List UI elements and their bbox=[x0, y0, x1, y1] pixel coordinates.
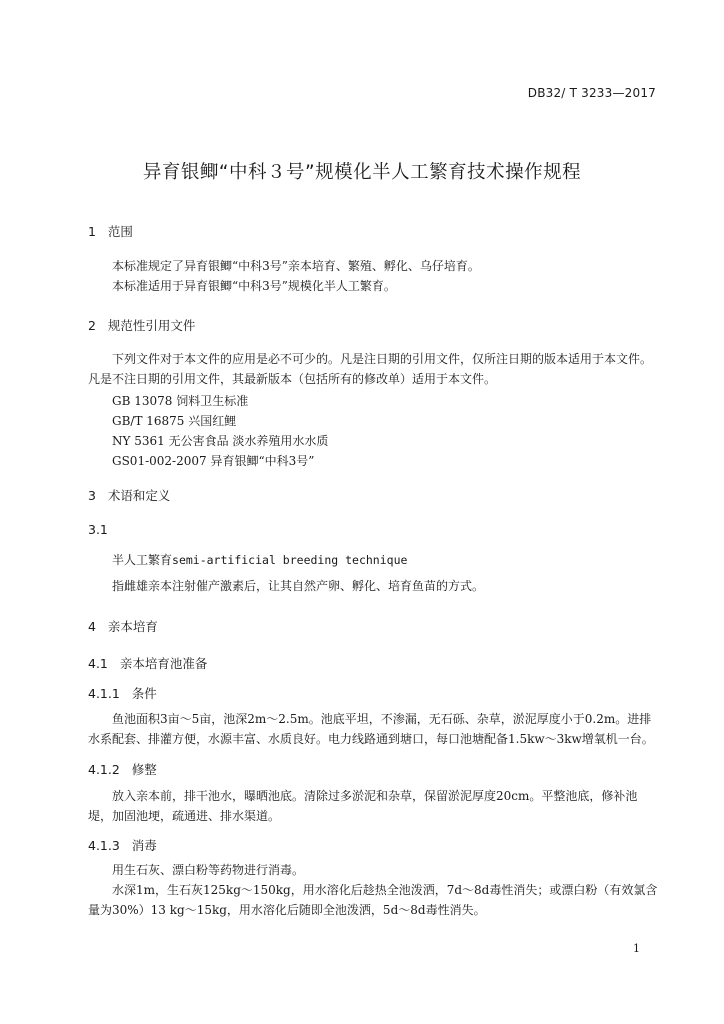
paragraph: 鱼池面积3亩～5亩，池深2m～2.5m。池底平坦，不渗漏，无石砾、杂草，淤泥厚度小于0.2m。进排水系配套、排灌方便，水源丰富、水质良好。电力线路通到塘口，每口池塘配备1.5kw～3kw增氧机一台。 bbox=[88, 712, 654, 746]
subsection-title: 条件 bbox=[131, 686, 157, 701]
section-title: 规范性引用文件 bbox=[107, 318, 196, 333]
term-definition: 指雌雄亲本注射催产激素后，让其自然产卵、孵化、培育鱼苗的方式。 bbox=[112, 579, 485, 593]
section-3-heading bbox=[88, 486, 170, 504]
subsection-4-1-3-heading bbox=[88, 836, 157, 854]
section-title: 术语和定义 bbox=[107, 488, 171, 503]
paragraph: 本标准适用于异育银鲫“中科3号”规模化半人工繁育。 bbox=[112, 279, 396, 293]
section-2-heading bbox=[88, 316, 195, 334]
paragraph: 水深1m，生石灰125kg～150kg，用水溶化后趁热全池泼洒，7d～8d毒性消失；或漂白粉（有效氯含量为30%）13 kg～15kg，用水溶化后随即全池泼洒，5d～8d毒性消失。 bbox=[88, 883, 658, 917]
section-1-heading bbox=[88, 222, 133, 240]
reference-item: GS01-002-2007 异育银鲫“中科3号” bbox=[112, 454, 315, 468]
section-title: 范围 bbox=[107, 224, 133, 239]
subsection-title: 亲本培育池准备 bbox=[119, 656, 208, 671]
paragraph: 下列文件对于本文件的应用是必不可少的。凡是注日期的引用文件，仅所注日期的版本适用于本文件。凡是不注日期的引用文件，其最新版本（包括所有的修改单）适用于本文件。 bbox=[88, 352, 653, 386]
paragraph: 放入亲本前，排干池水，曝晒池底。清除过多淤泥和杂草，保留淤泥厚度20cm。平整池底，修补池堤，加固池埂，疏通进、排水渠道。 bbox=[88, 789, 638, 823]
section-4-heading bbox=[88, 617, 158, 635]
subsection-title: 消毒 bbox=[131, 838, 157, 853]
section-title: 亲本培育 bbox=[107, 619, 158, 634]
subsection-number: 4.1 bbox=[88, 656, 108, 671]
subsection-title: 修整 bbox=[131, 762, 157, 777]
page-number: 1 bbox=[633, 942, 640, 955]
subsection-3-1-number: 3.1 bbox=[88, 522, 108, 537]
subsection-number: 4.1.1 bbox=[88, 686, 120, 701]
section-number: 4 bbox=[88, 619, 96, 634]
subsection-number: 4.1.2 bbox=[88, 762, 120, 777]
document-title: 异育银鲫“中科３号”规模化半人工繁育技术操作规程 bbox=[142, 162, 582, 183]
subsection-4-1-1-heading bbox=[88, 684, 157, 702]
term-chinese: 半人工繁育 bbox=[112, 553, 173, 567]
paragraph: 用生石灰、漂白粉等药物进行消毒。 bbox=[112, 863, 305, 877]
reference-item: NY 5361 无公害食品 淡水养殖用水水质 bbox=[112, 434, 329, 448]
standard-code: DB32/ T 3233—2017 bbox=[527, 86, 656, 100]
section-number: 3 bbox=[88, 488, 96, 503]
reference-item: GB 13078 饲料卫生标准 bbox=[112, 394, 249, 408]
section-number: 1 bbox=[88, 224, 96, 239]
term-english: semi-artificial breeding technique bbox=[172, 553, 408, 567]
subsection-number: 4.1.3 bbox=[88, 838, 120, 853]
reference-item: GB/T 16875 兴国红鲤 bbox=[112, 414, 237, 428]
section-number: 2 bbox=[88, 318, 96, 333]
paragraph: 本标准规定了异育银鲫“中科3号”亲本培育、繁殖、孵化、乌仔培育。 bbox=[112, 259, 480, 273]
subsection-4-1-2-heading bbox=[88, 760, 157, 778]
subsection-4-1-heading bbox=[88, 654, 207, 672]
term-entry bbox=[112, 551, 407, 568]
